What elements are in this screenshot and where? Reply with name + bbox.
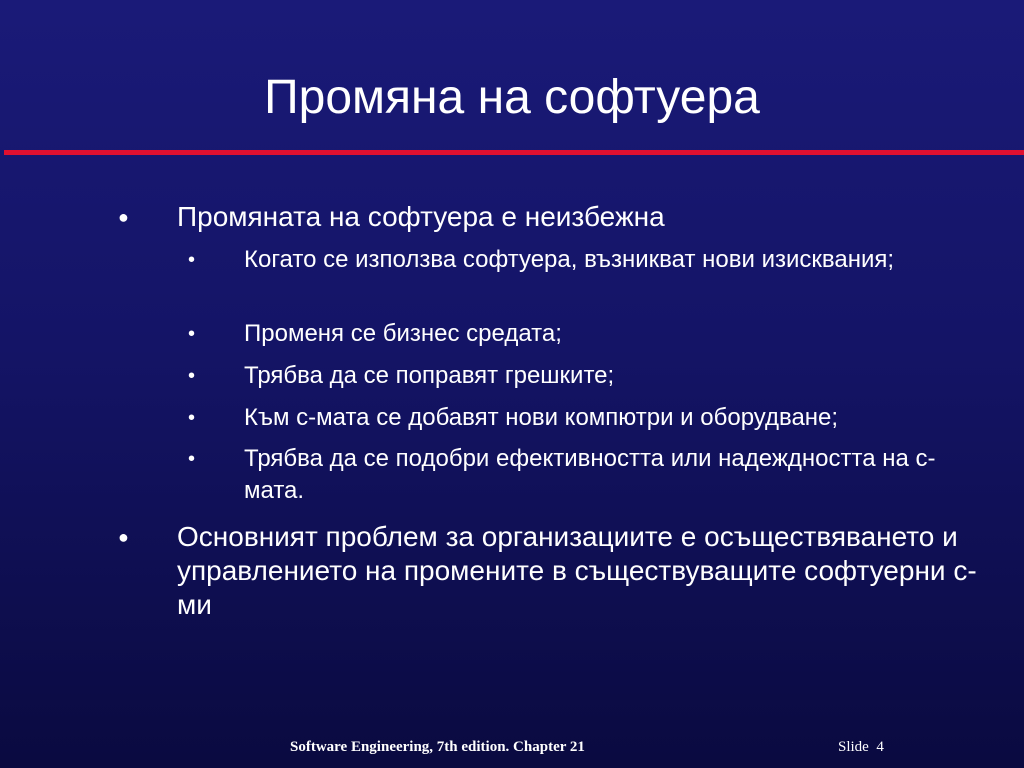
slide-title: Промяна на софтуера xyxy=(264,71,760,124)
sub-bullet-dot-icon: • xyxy=(188,249,196,271)
sub-bullet-text: Трябва да се подобри ефективността или надеждността на с-мата. xyxy=(244,445,936,504)
footer-slide-number: Slide 4 xyxy=(838,739,884,755)
sub-bullet-dot-icon: • xyxy=(188,323,196,345)
footer-source: Software Engineering, 7th edition. Chapter 21 xyxy=(290,739,585,755)
bullet-dot-icon: ● xyxy=(118,527,129,547)
sub-bullet-dot-icon: • xyxy=(188,365,196,387)
bullet-text: Основният проблем за организациите е осъществяването и управлението на промените в съществуващите софтуерни с-ми xyxy=(177,521,977,620)
bullet-dot-icon: ● xyxy=(118,207,129,227)
title-divider xyxy=(4,150,1024,155)
sub-bullet-text: Когато се използва софтуера, възникват нови изисквания; xyxy=(244,246,895,273)
sub-bullet-dot-icon: • xyxy=(188,448,196,470)
sub-bullet-text: Трябва да се поправят грешките; xyxy=(244,362,615,389)
sub-bullet-text: Към с-мата се добавят нови компютри и оборудване; xyxy=(244,404,839,431)
sub-bullet-text: Променя се бизнес средата; xyxy=(244,320,562,347)
sub-bullet-dot-icon: • xyxy=(188,407,196,429)
bullet-text: Промяната на софтуера е неизбежна xyxy=(177,201,665,232)
